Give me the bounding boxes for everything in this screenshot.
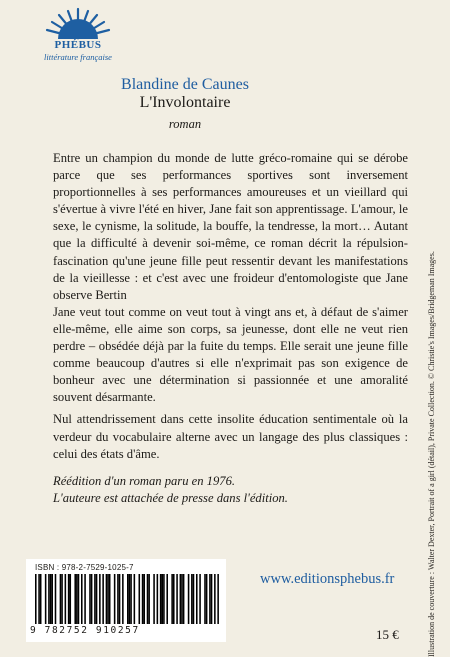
reissue-note: Réédition d'un roman paru en 1976.: [53, 474, 236, 488]
barcode-bar: [196, 574, 198, 624]
barcode-bar: [117, 574, 119, 624]
barcode-bar: [35, 574, 37, 624]
blurb-paragraph-3: Nul attendrissement dans cette insolite éducation sentimentale où la verdeur du vocabulaire alterne avec un langage des plus classiques : celui des états d'âme.: [53, 412, 408, 461]
barcode-bar: [139, 574, 141, 624]
barcode-bar: [119, 574, 121, 624]
isbn-label: ISBN : 978-2-7529-1025-7: [35, 563, 134, 572]
barcode-bar: [162, 574, 164, 624]
book-genre: roman: [168, 117, 202, 131]
barcode-bar: [94, 574, 96, 624]
barcode-block: [26, 559, 226, 642]
barcode-bar: [181, 574, 183, 624]
barcode-bar: [99, 574, 101, 624]
barcode-bar: [217, 574, 219, 624]
barcode-bar: [127, 574, 129, 624]
barcode-bar: [107, 574, 109, 624]
barcode-bar: [76, 574, 78, 624]
author-note: L'auteure est attachée de presse dans l'édition.: [53, 491, 288, 505]
barcode-bar: [157, 574, 159, 624]
blurb-paragraph-2: Jane veut tout comme on veut tout à vingt ans et, à défaut de s'aimer elle-même, elle aime son corps, sa jeunesse, dont elle ne veut rien perdre – obsédée déjà par la fuite du temps. Elle serait une jeune fille comme beaucoup d'autres si elle n'exprimait pas son exigence de bonheur avec une détermination si passionnée et une amoralité souvent désarmante.: [53, 304, 408, 405]
barcode-icon: [35, 574, 219, 624]
barcode-bar: [180, 574, 182, 624]
barcode-bar: [214, 574, 216, 624]
barcode-digits: 9 782752 910257: [30, 625, 140, 636]
barcode-bar: [147, 574, 149, 624]
publisher-logo: [28, 6, 128, 70]
barcode-bar: [96, 574, 98, 624]
barcode-bar: [188, 574, 190, 624]
barcode-bar: [50, 574, 52, 624]
barcode-bar: [109, 574, 111, 624]
barcode-bar: [148, 574, 150, 624]
barcode-bar: [55, 574, 57, 624]
barcode-bar: [211, 574, 213, 624]
barcode-bar: [81, 574, 83, 624]
barcode-bar: [166, 574, 168, 624]
barcode-bar: [193, 574, 195, 624]
edition-notes: [53, 473, 408, 507]
barcode-bar: [68, 574, 70, 624]
barcode-bar: [38, 574, 40, 624]
cover-illustration-credit: Illustration de couverture : Walter Dexter, Portrait of a girl (détail), Private Collection. © Christie's Images/Bridgeman Images.: [427, 251, 436, 657]
barcode-bar: [134, 574, 136, 624]
barcode-bar: [173, 574, 175, 624]
barcode-bar: [143, 574, 145, 624]
barcode-bar: [129, 574, 131, 624]
barcode-bar: [114, 574, 116, 624]
barcode-bar: [74, 574, 76, 624]
barcode-bar: [153, 574, 155, 624]
barcode-bar: [78, 574, 80, 624]
author-name: Blandine de Caunes: [121, 76, 249, 93]
barcode-bar: [142, 574, 144, 624]
blurb: [53, 150, 408, 463]
barcode-bar: [91, 574, 93, 624]
barcode-bar: [70, 574, 72, 624]
barcode-bar: [48, 574, 50, 624]
barcode-bar: [209, 574, 211, 624]
barcode-bar: [160, 574, 162, 624]
barcode-bar: [199, 574, 201, 624]
barcode-bar: [60, 574, 62, 624]
barcode-bar: [65, 574, 67, 624]
barcode-bar: [89, 574, 91, 624]
barcode-bar: [106, 574, 108, 624]
barcode-bar: [171, 574, 173, 624]
barcode-bar: [122, 574, 124, 624]
barcode-bar: [183, 574, 185, 624]
barcode-bar: [130, 574, 132, 624]
logo-tagline: littérature française: [44, 52, 112, 62]
barcode-bar: [176, 574, 178, 624]
book-title: L'Involontaire: [139, 94, 231, 111]
price: 15 €: [376, 627, 399, 642]
barcode-bar: [51, 574, 53, 624]
publisher-website-link[interactable]: www.editionsphebus.fr: [260, 571, 395, 587]
barcode-bar: [191, 574, 193, 624]
barcode-bar: [40, 574, 42, 624]
barcode-bar: [102, 574, 104, 624]
barcode-bar: [61, 574, 63, 624]
barcode-bar: [45, 574, 47, 624]
blurb-paragraph-1: Entre un champion du monde de lutte gréco-romaine qui se dérobe parce que ses performances sportives sont inversement proportionnelles à ses performances amoureuses et un vieillard qui s'évertue à vivre l'été en hiver, Jane fait son apprentissage. L'amour, le sexe, le cynisme, la solitude, la bouffe, la tendresse, la mort… Autant que la difficulté à devenir soi-même, ce roman décrit la répulsion-fascination qu'une jeune fille peut ressentir devant les manifestations de la vieillesse : et c'est avec une froideur d'entomologiste que Jane observe Bertin: [53, 151, 408, 302]
logo-name: PHÉBUS: [54, 39, 102, 51]
barcode-bar: [163, 574, 165, 624]
barcode-bar: [204, 574, 206, 624]
barcode-bar: [206, 574, 208, 624]
barcode-bar: [84, 574, 86, 624]
